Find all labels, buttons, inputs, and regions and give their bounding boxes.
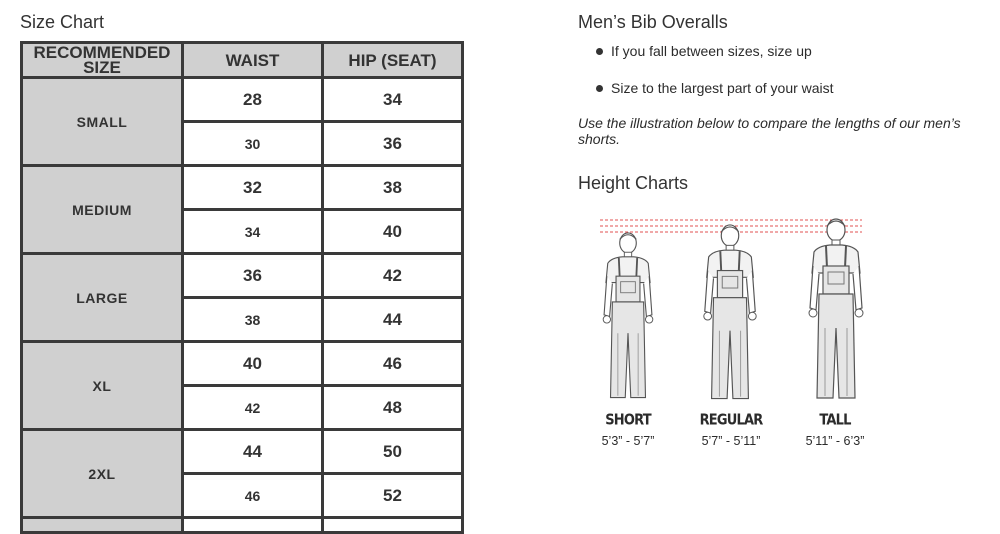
hip-cell: 40 <box>323 210 463 254</box>
figure-range: 5’3” - 5’7” <box>601 434 655 448</box>
table-row <box>22 166 463 210</box>
waist-cell: 46 <box>183 474 323 518</box>
hip-cell: 42 <box>323 254 463 298</box>
hip-cell: 46 <box>323 342 463 386</box>
size-name-cell: SMALL <box>22 78 183 166</box>
overall-figures-illustration <box>590 210 870 410</box>
waist-cell: 40 <box>183 342 323 386</box>
figure-name: REGULAR <box>699 411 763 430</box>
waist-cell: 44 <box>183 430 323 474</box>
hip-cell: 36 <box>323 122 463 166</box>
waist-cell: 28 <box>183 78 323 122</box>
hip-cell: 50 <box>323 430 463 474</box>
waist-cell: 30 <box>183 122 323 166</box>
list-item: Size to the largest part of your waist <box>578 80 988 97</box>
size-name-cell: MEDIUM <box>22 166 183 254</box>
waist-cell <box>183 518 323 533</box>
hip-cell: 34 <box>323 78 463 122</box>
size-name-cell: LARGE <box>22 254 183 342</box>
hip-cell: 48 <box>323 386 463 430</box>
hip-cell <box>323 518 463 533</box>
figure-range: 5’11” - 6’3” <box>805 434 865 448</box>
waist-cell: 38 <box>183 298 323 342</box>
header-waist: WAIST <box>183 43 323 78</box>
illustration-note: Use the illustration below to compare the lengths of our men’s shorts. <box>578 115 961 147</box>
figure-tall <box>790 413 880 448</box>
size-chart-title: Size Chart <box>20 12 105 32</box>
figure-short <box>583 413 673 448</box>
figure-name: SHORT <box>605 411 651 430</box>
size-chart-section <box>20 12 464 534</box>
size-chart-table <box>20 41 464 534</box>
list-item: If you fall between sizes, size up <box>578 43 988 60</box>
table-row <box>22 78 463 122</box>
waist-cell: 32 <box>183 166 323 210</box>
hip-cell: 52 <box>323 474 463 518</box>
table-row <box>22 430 463 474</box>
header-hip: HIP (SEAT) <box>323 43 463 78</box>
product-title: Men’s Bib Overalls <box>578 12 728 32</box>
waist-cell: 42 <box>183 386 323 430</box>
size-name-cell: XL <box>22 342 183 430</box>
figure-regular <box>686 413 776 448</box>
waist-cell: 36 <box>183 254 323 298</box>
size-chart-header-row <box>22 43 463 78</box>
hip-cell: 38 <box>323 166 463 210</box>
table-row-partial <box>22 518 463 533</box>
size-name-cell <box>22 518 183 533</box>
table-row <box>22 254 463 298</box>
size-name-cell: 2XL <box>22 430 183 518</box>
header-recommended-size: RECOMMENDED SIZE <box>22 43 183 78</box>
waist-cell: 34 <box>183 210 323 254</box>
fit-tips-list <box>578 43 988 97</box>
hip-cell: 44 <box>323 298 463 342</box>
table-row <box>22 342 463 386</box>
info-section <box>578 12 988 194</box>
height-charts-title: Height Charts <box>578 173 689 193</box>
figure-range: 5’7” - 5’11” <box>701 434 761 448</box>
figure-name: TALL <box>819 411 851 430</box>
height-illustration <box>590 210 870 450</box>
